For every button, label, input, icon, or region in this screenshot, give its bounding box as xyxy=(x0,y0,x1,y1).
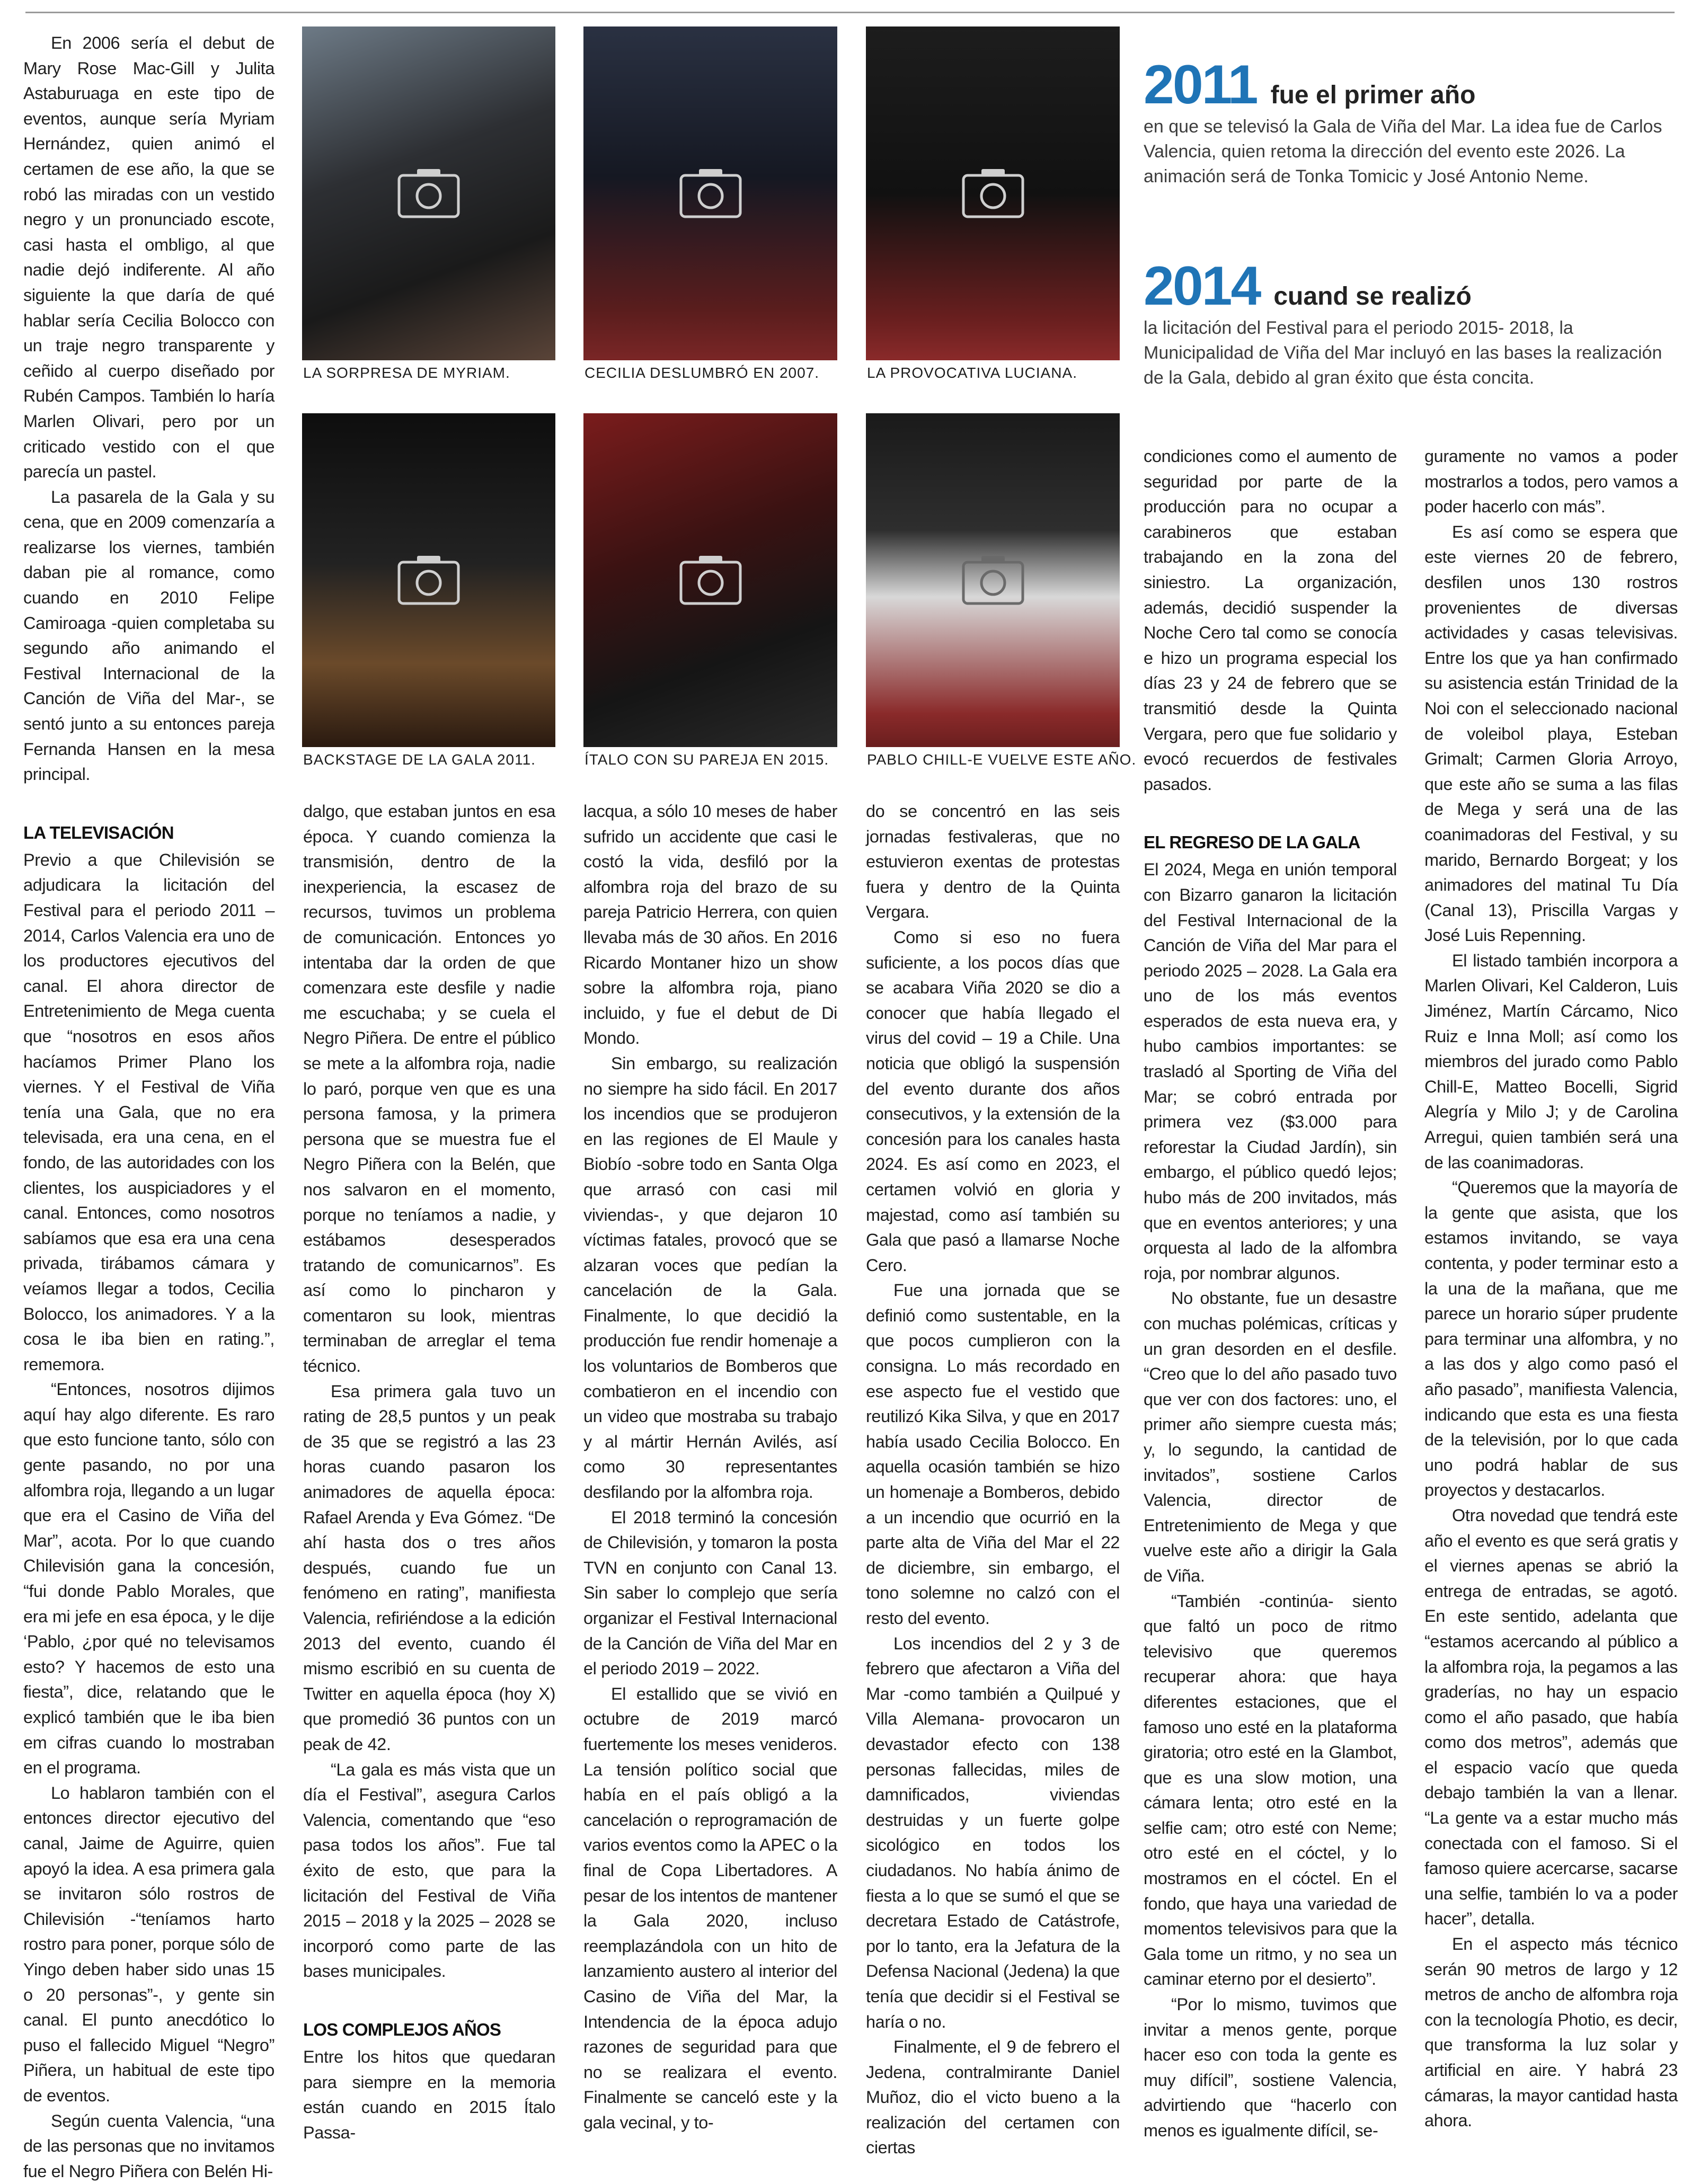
article-column-5 xyxy=(1144,444,1397,2144)
fact-body: en que se televisó la Gala de Viña del Mar. La idea fue de Carlos Valencia, quien retoma la dirección del evento este 2026. La animación será de Tonka Tomicic y José Antonio Neme. xyxy=(1144,114,1669,189)
article-column-1 xyxy=(23,31,275,2184)
article-column-4 xyxy=(866,799,1120,2161)
paragraph: guramente no vamos a poder mostrarlos a todos, pero vamos a poder hacerlo con más”. xyxy=(1424,444,1678,520)
paragraph: Entre los hitos que quedaran para siempre en la memoria están cuando en 2015 Ítalo Passa- xyxy=(303,2045,555,2145)
photo-pablo-chill-e xyxy=(866,413,1120,747)
paragraph: “También -continúa- siento que faltó un poco de ritmo televisivo que queremos recuperar ahora: que haya diferentes estaciones, que el famoso uno esté en la plataforma giratoria; otro esté en la Glambot, que es una slow motion, una cámara lenta; otro esté en la selfie cam; otro esté con Neme; otro esté en el cóctel, y lo mostramos en el cóctel. En el fondo, que haya una variedad de momentos televisivos para que la Gala tome un ritmo, y no sea un caminar eterno por el desierto”. xyxy=(1144,1589,1397,1993)
paragraph: “Entonces, nosotros dijimos aquí hay algo diferente. Es raro que esto funcione tanto, sólo con gente pasando, no por una alfombra roja, llegando a un lugar que era el Casino de Viña del Mar”, acota. Por lo que cuando Chilevisión gana la concesión, “fui donde Pablo Morales, que era mi jefe en esa época, y le dije ‘Pablo, ¿por qué no televisamos esto? Y hacemos de esto una fiesta”, dice, relatando que le explicó también que le iba bien em cifras cuando lo mostraban en el programa. xyxy=(23,1377,275,1781)
paragraph: Fue una jornada que se definió como sustentable, en la que pocos cumplieron con la consigna. Lo más recordado en ese aspecto fue el vestido que reutilizó Kika Silva, y que en 2017 había usado Cecilia Bolocco. En aquella ocasión también se hizo un homenaje a Bomberos, debido a un incendio que ocurrió en la parte alta de Viña del Mar el 22 de diciembre, sin embargo, el tono solemne no calzó con el resto del evento. xyxy=(866,1278,1120,1631)
paragraph: Otra novedad que tendrá este año el evento es que será gratis y el viernes apenas se abrió la entrega de entradas, se agotó. En este sentido, adelanta que “estamos acercando al público a la alfombra roja, la pegamos a las graderías, no hay un espacio como el año pasado, que había como dos metros”, además que el espacio vacío que queda debajo también la van a llenar. “La gente va a estar mucho más conectada con el famoso. Si el famoso quiere acercarse, sacarse una selfie, también lo va a poder hacer”, detalla. xyxy=(1424,1503,1678,1932)
fact-box-2011 xyxy=(1144,57,1669,189)
paragraph: Sin embargo, su realización no siempre ha sido fácil. En 2017 los incendios que se produjeron en las regiones de El Maule y Biobío -sobre todo en Santa Olga que arrasó con casi mil viviendas-, y que dejaron 10 víctimas fatales, provocó que se alzaran voces que pedían la cancelación de la Gala. Finalmente, lo que decidió la producción fue rendir homenaje a los voluntarios de Bomberos que combatieron en el incendio con un video que mostraba su trabajo y al mártir Hernán Avilés, así como 30 representantes desfilando por la alfombra roja. xyxy=(583,1051,837,1505)
paragraph: El estallido que se vivió en octubre de 2019 marcó fuertemente los meses venideros. La tensión político social que había en el país obligó a la cancelación o reprogramación de varios eventos como la APEC o la final de Copa Libertadores. A pesar de los intentos de mantener la Gala 2020, incluso reemplazándola con un hito de lanzamiento austero al interior del Casino de Viña del Mar, la Intendencia de la época adujo razones de seguridad para que no se realizara el evento. Finalmente se canceló este y la gala vecinal, y to- xyxy=(583,1682,837,2136)
photo-caption: LA SORPRESA DE MYRIAM. xyxy=(303,365,510,381)
paragraph: Como si eso no fuera suficiente, a los pocos días que se acabara Viña 2020 se dio a conocer que había llegado el virus del covid – 19 a Chile. Una noticia que obligó la suspensión del evento durante dos años consecutivos, y la extensión de la concesión para los canales hasta 2024. Es así como en 2023, el certamen volvió en gloria y majestad, como así también su Gala que pasó a llamarse Noche Cero. xyxy=(866,925,1120,1278)
photo-luciana xyxy=(866,26,1120,360)
paragraph: Esa primera gala tuvo un rating de 28,5 puntos y un peak de 35 que se registró a las 23 horas cuando pasaron los animadores de aquella época: Rafael Arenda y Eva Gómez. “De ahí hasta dos o tres años después, cuando fue un fenómeno en rating”, manifiesta Valencia, refiriéndose a la edición 2013 del evento, cuando él mismo escribió en su cuenta de Twitter en aquella época (hoy X) que promedió 36 puntos con un peak de 42. xyxy=(303,1379,555,1757)
paragraph: En el aspecto más técnico serán 90 metros de largo y 12 metros de ancho de alfombra roja con la tecnología Photio, es decir, que transforma la luz solar y artificial en aire. Y habrá 23 cámaras, la mayor cantidad hasta ahora. xyxy=(1424,1932,1678,2134)
paragraph: El 2018 terminó la concesión de Chilevisión, y tomaron la posta TVN en conjunto con Canal 13. Sin saber lo complejo que sería organizar el Festival Internacional de la Canción de Viña del Mar en el periodo 2019 – 2022. xyxy=(583,1505,837,1682)
fact-year: 2011 xyxy=(1144,57,1257,112)
section-heading: LA TELEVISACIÓN xyxy=(23,820,275,846)
paragraph: Los incendios del 2 y 3 de febrero que afectaron a Viña del Mar -como también a Quilpué y Villa Alemana- provocaron un devastador efecto con 138 personas fallecidas, miles de damnificados, viviendas destruidas y un fuerte golpe sicológico en todos los ciudadanos. No había ánimo de fiesta a lo que se sumó el que se decretara Estado de Catástrofe, por lo tanto, era la Jefatura de la Defensa Nacional (Jedena) la que tenía que decidir si el Festival se haría o no. xyxy=(866,1631,1120,2035)
photo-icon xyxy=(679,555,742,606)
paragraph: do se concentró en las seis jornadas festivaleras, que no estuvieron exentas de protestas fuera y dentro de la Quinta Vergara. xyxy=(866,799,1120,925)
photo-icon xyxy=(961,168,1025,219)
photo-cecilia xyxy=(583,26,837,360)
section-heading: EL REGRESO DE LA GALA xyxy=(1144,830,1397,855)
photo-caption: CECILIA DESLUMBRÓ EN 2007. xyxy=(585,365,819,381)
photo-icon xyxy=(397,168,461,219)
paragraph: La pasarela de la Gala y su cena, que en 2009 comenzaría a realizarse los viernes, también daban pie al romance, como cuando en 2010 Felipe Camiroaga -quien completaba su segundo año animando el Festival Internacional de la Canción de Viña del Mar-, se sentó junto a su entonces pareja Fernanda Hansen en la mesa principal. xyxy=(23,485,275,787)
photo-icon xyxy=(679,168,742,219)
photo-caption: ÍTALO CON SU PAREJA EN 2015. xyxy=(585,751,829,768)
paragraph: “Por lo mismo, tuvimos que invitar a menos gente, porque hacer eso con toda la gente es muy difícil”, sostiene Valencia, advirtiendo que “hacerlo con menos es igualmente difícil, se- xyxy=(1144,1992,1397,2144)
fact-lead: cuand se realizó xyxy=(1273,282,1471,311)
paragraph: El 2024, Mega en unión temporal con Bizarro ganaron la licitación del Festival Internacional de la Canción de Viña del Mar para el periodo 2025 – 2028. La Gala era uno de los más eventos esperados de esta nueva era, y hubo cambios importantes: se trasladó al Sporting de Viña del Mar; se cobró entrada por primera vez ($3.000 para reforestar la Ciudad Jardín), sin embargo, el público quedó lejos; hubo más de 200 invitados, más que en eventos anteriores; y una orquesta al lado de la alfombra roja, por nombrar algunos. xyxy=(1144,857,1397,1286)
fact-lead: fue el primer año xyxy=(1271,81,1476,110)
article-column-6 xyxy=(1424,444,1678,2134)
paragraph: Según cuenta Valencia, “una de las personas que no invitamos fue el Negro Piñera con Belén Hi- xyxy=(23,2109,275,2184)
top-rule xyxy=(25,12,1675,13)
photo-icon xyxy=(397,555,461,606)
paragraph: Finalmente, el 9 de febrero el Jedena, contralmirante Daniel Muñoz, dio el victo bueno a la realización del certamen con ciertas xyxy=(866,2035,1120,2161)
photo-myriam xyxy=(302,26,555,360)
fact-year: 2014 xyxy=(1144,259,1260,314)
paragraph: No obstante, fue un desastre con muchas polémicas, críticas y un gran desorden en el desfile. “Creo que lo del año pasado tuvo que ver con dos factores: uno, el primer año siempre cuesta más; y, lo segundo, la cantidad de invitados”, sostiene Carlos Valencia, director de Entretenimiento de Mega y que vuelve este año a dirigir la Gala de Viña. xyxy=(1144,1286,1397,1588)
paragraph: Lo hablaron también con el entonces director ejecutivo del canal, Jaime de Aguirre, quien apoyó la idea. A esa primera gala se invitaron sólo rostros de Chilevisión -“teníamos harto rostro para poner, porque sólo de Yingo deben haber sido unas 15 o 20 personas”-, y gente sin canal. El punto anecdótico lo puso el fallecido Miguel “Negro” Piñera, un habitual de este tipo de eventos. xyxy=(23,1781,275,2109)
paragraph: condiciones como el aumento de seguridad por parte de la producción para no ocupar a carabineros que estaban trabajando en la zona del siniestro. La organización, además, decidió suspender la Noche Cero tal como se conocía e hizo un programa especial los días 23 y 24 de febrero que se transmitió desde la Quinta Vergara, pero que fue solidario y evocó recuerdos de festivales pasados. xyxy=(1144,444,1397,797)
photo-caption: LA PROVOCATIVA LUCIANA. xyxy=(867,365,1077,381)
paragraph: dalgo, que estaban juntos en esa época. Y cuando comienza la transmisión, dentro de la inexperiencia, la escasez de recursos, tuvimos un problema de comunicación. Entonces yo intentaba dar la orden de que comenzara este desfile y nadie me escuchaba; y se cuela el Negro Piñera. De entre el público se mete a la alfombra roja, nadie lo paró, porque ven que es una persona famosa, y la primera persona que se muestra fue el Negro Piñera con la Belén, que nos salvaron en el momento, porque no teníamos a nadie, y estábamos desesperados tratando de comunicarnos”. Es así como lo pincharon y comentaron su look, mientras terminaban de arreglar el tema técnico. xyxy=(303,799,555,1379)
paragraph: Previo a que Chilevisión se adjudicara la licitación del Festival para el periodo 2011 – 2014, Carlos Valencia era uno de los productores ejecutivos del canal. El ahora director de Entretenimiento de Mega cuenta que “nosotros en esos años hacíamos Primer Plano los viernes. Y el Festival de Viña tenía una Gala, que no era televisada, era una cena, en el fondo, de las autoridades con los clientes, los auspiciadores y el canal. Entonces, como nosotros sabíamos que esa era una cena privada, tirábamos cámara y veíamos llegar a todos, Cecilia Bolocco, los animadores. Y a la cosa le iba bien en rating.”, rememora. xyxy=(23,848,275,1377)
photo-backstage xyxy=(302,413,555,747)
article-column-2 xyxy=(303,799,555,2145)
paragraph: lacqua, a sólo 10 meses de haber sufrido un accidente que casi le costó la vida, desfiló por la alfombra roja del brazo de su pareja Patricio Herrera, con quien llevaba más de 30 años. En 2016 Ricardo Montaner hizo un show sobre la alfombra roja, piano incluido, y fue el debut de Di Mondo. xyxy=(583,799,837,1051)
photo-caption: BACKSTAGE DE LA GALA 2011. xyxy=(303,751,536,768)
photo-italo xyxy=(583,413,837,747)
photo-icon xyxy=(961,555,1025,606)
fact-box-2014 xyxy=(1144,259,1669,390)
photo-caption: PABLO CHILL-E VUELVE ESTE AÑO. xyxy=(867,751,1136,768)
paragraph: El listado también incorpora a Marlen Olivari, Kel Calderon, Luis Jiménez, Martín Cárcamo, Nico Ruiz e Inna Moll; así como los miembros del jurado como Pablo Chill-E, Matteo Bocelli, Sigrid Alegría y Milo J; y de Carolina Arregui, quien también será una de las coanimadoras. xyxy=(1424,948,1678,1175)
paragraph: En 2006 sería el debut de Mary Rose Mac-Gill y Julita Astaburuaga en este tipo de eventos, aunque sería Myriam Hernández, quien animó el certamen de ese año, la que se robó las miradas con un vestido negro y un pronunciado escote, casi hasta el ombligo, al que nadie dejó indiferente. Al año siguiente la que daría de qué hablar sería Cecilia Bolocco con un traje negro transparente y ceñido al cuerpo diseñado por Rubén Campos. También lo haría Marlen Olivari, pero por un criticado vestido con el que parecía un pastel. xyxy=(23,31,275,485)
paragraph: “La gala es más vista que un día el Festival”, asegura Carlos Valencia, comentando que “eso pasa todos los años”. Fue tal éxito de esto, que para la licitación del Festival de Viña 2015 – 2018 y la 2025 – 2028 se incorporó como parte de las bases municipales. xyxy=(303,1757,555,1984)
paragraph: “Queremos que la mayoría de la gente que asista, que los estamos invitando, se vaya contenta, y poder terminar esto a la una de la mañana, que me parece un horario súper prudente para terminar una alfombra, y no a las dos y algo como pasó el año pasado”, manifiesta Valencia, indicando que esta es una fiesta de la televisión, por lo que cada uno podrá hablar de sus proyectos y destacarlos. xyxy=(1424,1175,1678,1503)
fact-body: la licitación del Festival para el periodo 2015- 2018, la Municipalidad de Viña del Mar incluyó en las bases la realización de la Gala, debido al gran éxito que ésta concita. xyxy=(1144,316,1669,390)
section-heading: LOS COMPLEJOS AÑOS xyxy=(303,2017,555,2043)
paragraph: Es así como se espera que este viernes 20 de febrero, desfilen unos 130 rostros provenientes de diversas actividades y casas televisivas. Entre los que ya han confirmado su asistencia están Trinidad de la Noi con el seleccionado nacional de voleibol playa, Esteban Grimalt; Carmen Gloria Arroyo, que este año se suma a las filas de Mega y será una de las coanimadoras del Festival, y su marido, Bernardo Borgeat; y los animadores del matinal Tu Día (Canal 13), Priscilla Vargas y José Luis Repenning. xyxy=(1424,520,1678,948)
article-column-3 xyxy=(583,799,837,2135)
